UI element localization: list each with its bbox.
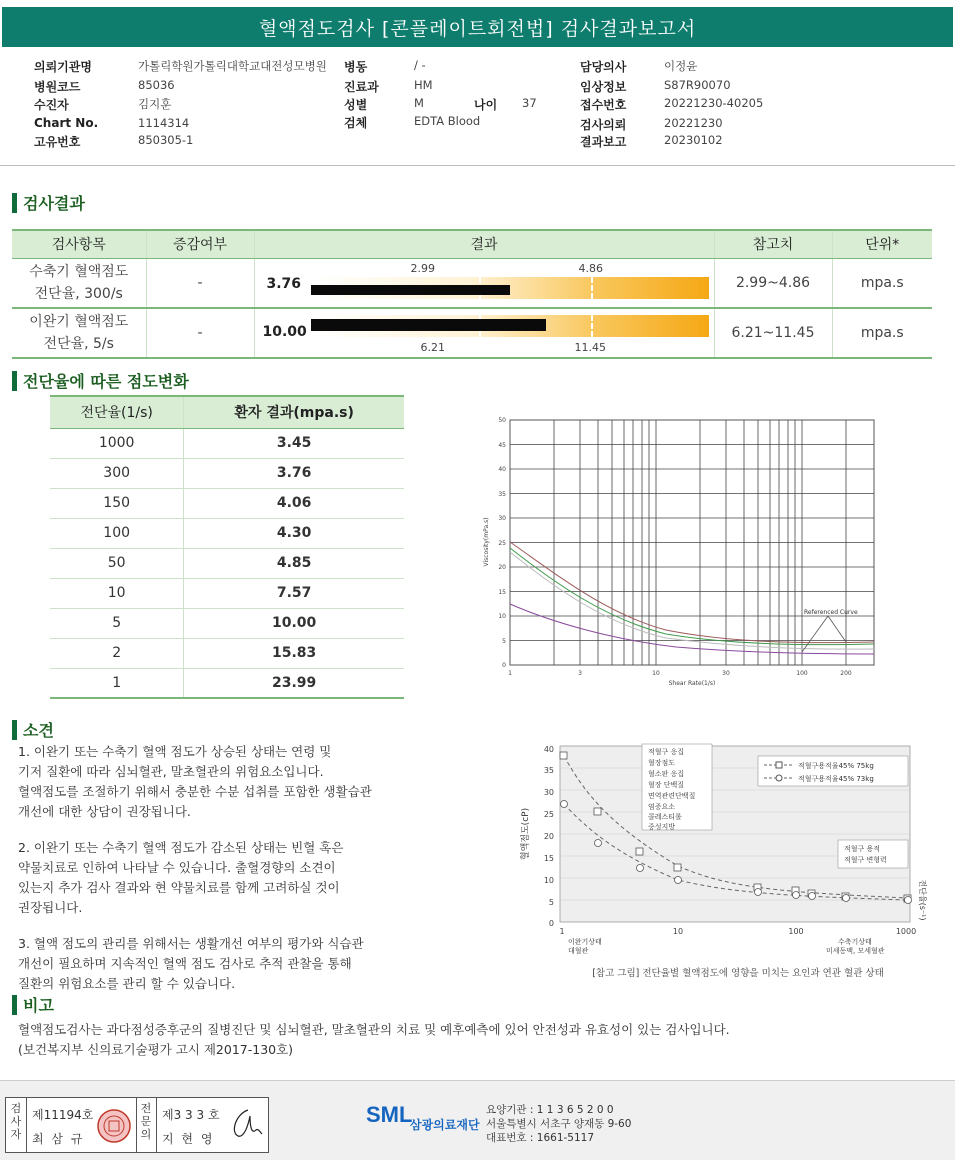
table-row [12,308,932,358]
viscosity: 4.06 [184,488,404,518]
shear-rate: 50 [50,548,184,578]
ward-label: 병동 [344,60,368,74]
legend-entry: 적혈구용적율45% 75kg [798,762,874,770]
sex-value: M [414,96,424,110]
x-axis-label: Shear Rate(1/s) [668,680,716,687]
col-unit: 단위* [832,230,932,258]
table-row [50,578,404,608]
section-shear-label: 전단율에 따른 점도변화 [23,372,189,391]
col-result: 결과 [254,230,714,258]
divider [156,1098,157,1152]
y-axis-label: Viscosity(mPa.s) [483,517,490,567]
org-name: 삼광의료재단 [410,1118,480,1132]
clinical-value: S87R90070 [664,78,731,92]
factor-label: 적혈구 응집 [648,748,685,756]
section-results-label: 검사결과 [23,194,85,213]
chart-caption: [참고 그림] 전단율별 혈액점도에 영향을 미치는 요인과 연관 혈관 상태 [592,968,884,979]
legend-entry: 적혈구용적율45% 73kg [798,775,874,783]
ref-cell: 6.21~11.45 [714,308,832,358]
y-axis-label: 혈액점도(cP) [521,807,531,861]
factor-label: 콜레스티롤 [648,813,682,821]
signature-box [5,1097,269,1153]
right-axis-label: 전단율(s⁻¹) [918,879,927,921]
viscosity: 4.30 [184,518,404,548]
viscosity-chart [476,414,886,694]
x-tick: 100 [796,670,808,677]
unit-cell: mpa.s [832,308,932,358]
inspector-license: 제11194호 [32,1108,94,1122]
result-value: 3.76 [266,275,302,292]
x-tick: 1 [508,670,512,677]
divider [26,1098,27,1152]
change-cell: - [146,258,254,308]
result-bar [311,319,546,331]
section-opinion-title [12,718,54,741]
signature-icon [226,1104,266,1146]
viscosity: 3.45 [184,428,404,458]
col-item: 검사항목 [12,230,146,258]
opinion-item: 1. 이완기 또는 수축기 혈액 점도가 상승된 상태는 연령 및 기저 질환에 따라 심뇌혈관, 말초혈관의 위험요소입니다. 혈액점도를 조절하기 위해서 충분한 수분 섭취를 포함한 생활습관 개선에 대한 상담이 권장됩니다. [18,744,372,819]
age-label: 나이 [474,98,498,112]
table-row [50,608,404,638]
report-date-label: 결과보고 [580,135,627,149]
doctor-label: 담당의사 [580,60,627,74]
section-marker [12,193,17,213]
table-row [50,668,404,698]
ref-high-marker [591,315,593,337]
hospital-code-value: 85036 [138,78,175,92]
patient-value: 김지훈 [138,97,172,111]
ref-low-label: 2.99 [410,261,435,275]
y-tick: 5 [548,898,554,907]
high-shear-label: 수축기상태 [838,938,872,946]
x-tick: 200 [840,670,852,677]
section-note-label: 비고 [23,996,54,1015]
col-change: 증감여부 [146,230,254,258]
opinion-text [18,742,438,1010]
expert-name: 지 현 영 [162,1132,215,1146]
dept-value: HM [414,78,433,92]
lab-phone: 대표번호 : 1661-5117 [486,1132,595,1144]
patient-label: 수진자 [34,98,69,112]
x-tick: 10 [652,670,660,677]
col-shear-rate: 전단율(1/s) [50,396,184,428]
ref-cell: 2.99~4.86 [714,258,832,308]
request-date-value: 20221230 [664,116,723,130]
note-line: 혈액점도검사는 과다점성증후군의 질병진단 및 심뇌혈관, 말초혈관의 치료 및 예후예측에 있어 안전성과 유효성이 있는 검사입니다. [18,1022,730,1037]
table-row [50,638,404,668]
viscosity: 15.83 [184,638,404,668]
report-title: 혈액점도검사 [콘플레이트회전법] 검사결과보고서 [2,7,953,47]
right-factor-label: 적혈구 용적 [844,845,881,853]
age-value: 37 [522,96,537,110]
y-tick: 15 [543,854,554,863]
table-row [50,428,404,458]
viscosity: 10.00 [184,608,404,638]
expert-license: 제3 3 3 호 [162,1108,220,1122]
section-note-title [12,993,54,1016]
table-row [50,548,404,578]
item-rate: 전단율, 300/s [34,285,123,302]
y-tick: 35 [498,491,506,498]
divider [136,1098,137,1152]
y-tick: 10 [498,613,506,620]
result-bar [311,285,510,295]
opinion-item: 3. 혈액 점도의 관리를 위해서는 생활개선 여부의 평가와 식습관 개선이 필요하며 지속적인 혈액 점도 검사로 추적 관찰을 통해 질환의 위험요소를 관리 할 수 있습니다. [18,936,364,991]
item-cell [12,258,146,308]
note-text [18,1020,938,1060]
ref-high-label: 4.86 [578,261,603,275]
y-tick: 15 [498,589,506,596]
ref-curve-label: Referenced Curve [804,609,858,616]
shear-rate: 5 [50,608,184,638]
x-tick: 10 [672,927,684,936]
viscosity: 4.85 [184,548,404,578]
x-tick: 1 [559,927,565,936]
legend-marker [776,762,782,768]
factor-label: 염증요소 [648,803,676,811]
factor-label: 혈소판 응집 [648,770,685,778]
viscosity: 3.76 [184,458,404,488]
shear-rate: 300 [50,458,184,488]
item-cell [12,308,146,358]
y-tick: 5 [502,638,506,645]
ref-low-label: 6.21 [420,341,445,354]
result-value: 10.00 [262,324,307,340]
section-opinion-label: 소견 [23,721,54,740]
col-patient-result: 환자 결과(mpa.s) [184,396,404,428]
shear-rate: 1 [50,668,184,698]
inspector-seal-icon [96,1106,132,1146]
col-ref: 참고치 [714,230,832,258]
y-tick: 50 [498,417,506,424]
patient-info [0,50,955,166]
y-tick: 40 [498,466,506,473]
chart-label: Chart No. [34,116,99,130]
result-cell [254,308,714,358]
shear-rate: 100 [50,518,184,548]
y-tick: 30 [498,515,506,522]
x-tick: 30 [722,670,730,677]
opinion-item: 2. 이완기 또는 수축기 혈액 점도가 감소된 상태는 빈혈 혹은 약물치료로 인하여 나타날 수 있습니다. 출혈경향의 소견이 있는지 추가 검사 결과와 현 약물치료를 함께 고려하실 것이 권장됩니다. [18,840,344,915]
low-shear-sublabel: 대혈관 [568,947,589,955]
shear-rate: 150 [50,488,184,518]
y-tick: 45 [498,442,506,449]
y-tick: 25 [498,540,506,547]
note-line: (보건복지부 신의료기술평가 고시 제2017-130호) [18,1042,294,1057]
results-table [12,229,932,359]
y-tick: 0 [502,662,506,669]
legend-marker [776,775,782,781]
chart-value: 1114314 [138,116,190,130]
lab-info [486,1103,631,1145]
table-row [50,518,404,548]
dept-label: 진료과 [344,80,379,94]
specimen-value: EDTA Blood [414,114,481,128]
hospital-code-label: 병원코드 [34,80,81,94]
y-tick: 0 [548,919,554,928]
ref-high-marker [591,277,593,299]
factor-label: 면역관련단백질 [648,792,696,800]
table-row [50,488,404,518]
y-tick: 20 [543,832,554,841]
report-date-value: 20230102 [664,133,723,147]
item-name: 이완기 혈액점도 [29,314,129,330]
viscosity: 7.57 [184,578,404,608]
x-tick: 1000 [895,927,917,936]
y-tick: 40 [543,745,554,754]
x-tick: 3 [578,670,582,677]
requester-value: 가톨릭학원가톨릭대학교대전성모병원 [138,59,327,73]
request-date-label: 검사의뢰 [580,118,627,132]
x-tick: 100 [788,927,804,936]
factor-label: 중성지방 [648,823,676,831]
result-cell [254,258,714,308]
shear-rate: 1000 [50,428,184,458]
table-row [12,258,932,308]
receipt-value: 20221230-40205 [664,96,764,110]
factor-label: 혈장 단백질 [648,781,685,789]
factor-label: 혈장점도 [648,759,676,767]
unit-cell: mpa.s [832,258,932,308]
viscosity: 23.99 [184,668,404,698]
y-tick: 20 [498,564,506,571]
section-marker [12,995,17,1015]
lab-address: 서울특별시 서초구 양재동 9-60 [486,1118,632,1130]
doctor-value: 이정윤 [664,59,698,73]
y-tick: 30 [543,788,554,797]
unique-label: 고유번호 [34,135,81,149]
item-name: 수축기 혈액점도 [29,263,129,280]
lab-code: 요양기관 : 1 1 3 6 5 2 0 0 [486,1104,614,1116]
sex-label: 성별 [344,98,368,112]
ref-high-label: 11.45 [574,341,606,354]
right-factor-label: 적혈구 변형력 [844,856,887,864]
table-row [50,458,404,488]
section-marker [12,720,17,740]
section-marker [12,371,17,391]
section-results-title [12,191,85,214]
shear-rate: 10 [50,578,184,608]
receipt-label: 접수번호 [580,98,627,112]
high-shear-sublabel: 미세동맥, 모세혈관 [826,947,885,955]
reference-chart [508,740,928,980]
clinical-label: 임상정보 [580,80,627,94]
item-rate: 전단율, 5/s [43,336,114,352]
y-tick: 25 [543,810,554,819]
sml-logo: SML [366,1102,413,1127]
requester-label: 의뢰기관명 [34,60,92,74]
unique-value: 850305-1 [138,133,194,147]
shear-table [50,395,404,699]
inspector-vertical-label: 검사자 [10,1102,22,1141]
y-tick: 35 [543,766,554,775]
section-shear-title [12,369,189,392]
shear-rate: 2 [50,638,184,668]
change-cell: - [146,308,254,358]
y-tick: 10 [543,876,554,885]
specimen-label: 검체 [344,116,368,130]
ward-value: / - [414,58,426,72]
expert-vertical-label: 전문의 [140,1102,152,1141]
inspector-name: 최 삼 규 [32,1132,85,1146]
low-shear-label: 이완기상태 [568,938,602,946]
